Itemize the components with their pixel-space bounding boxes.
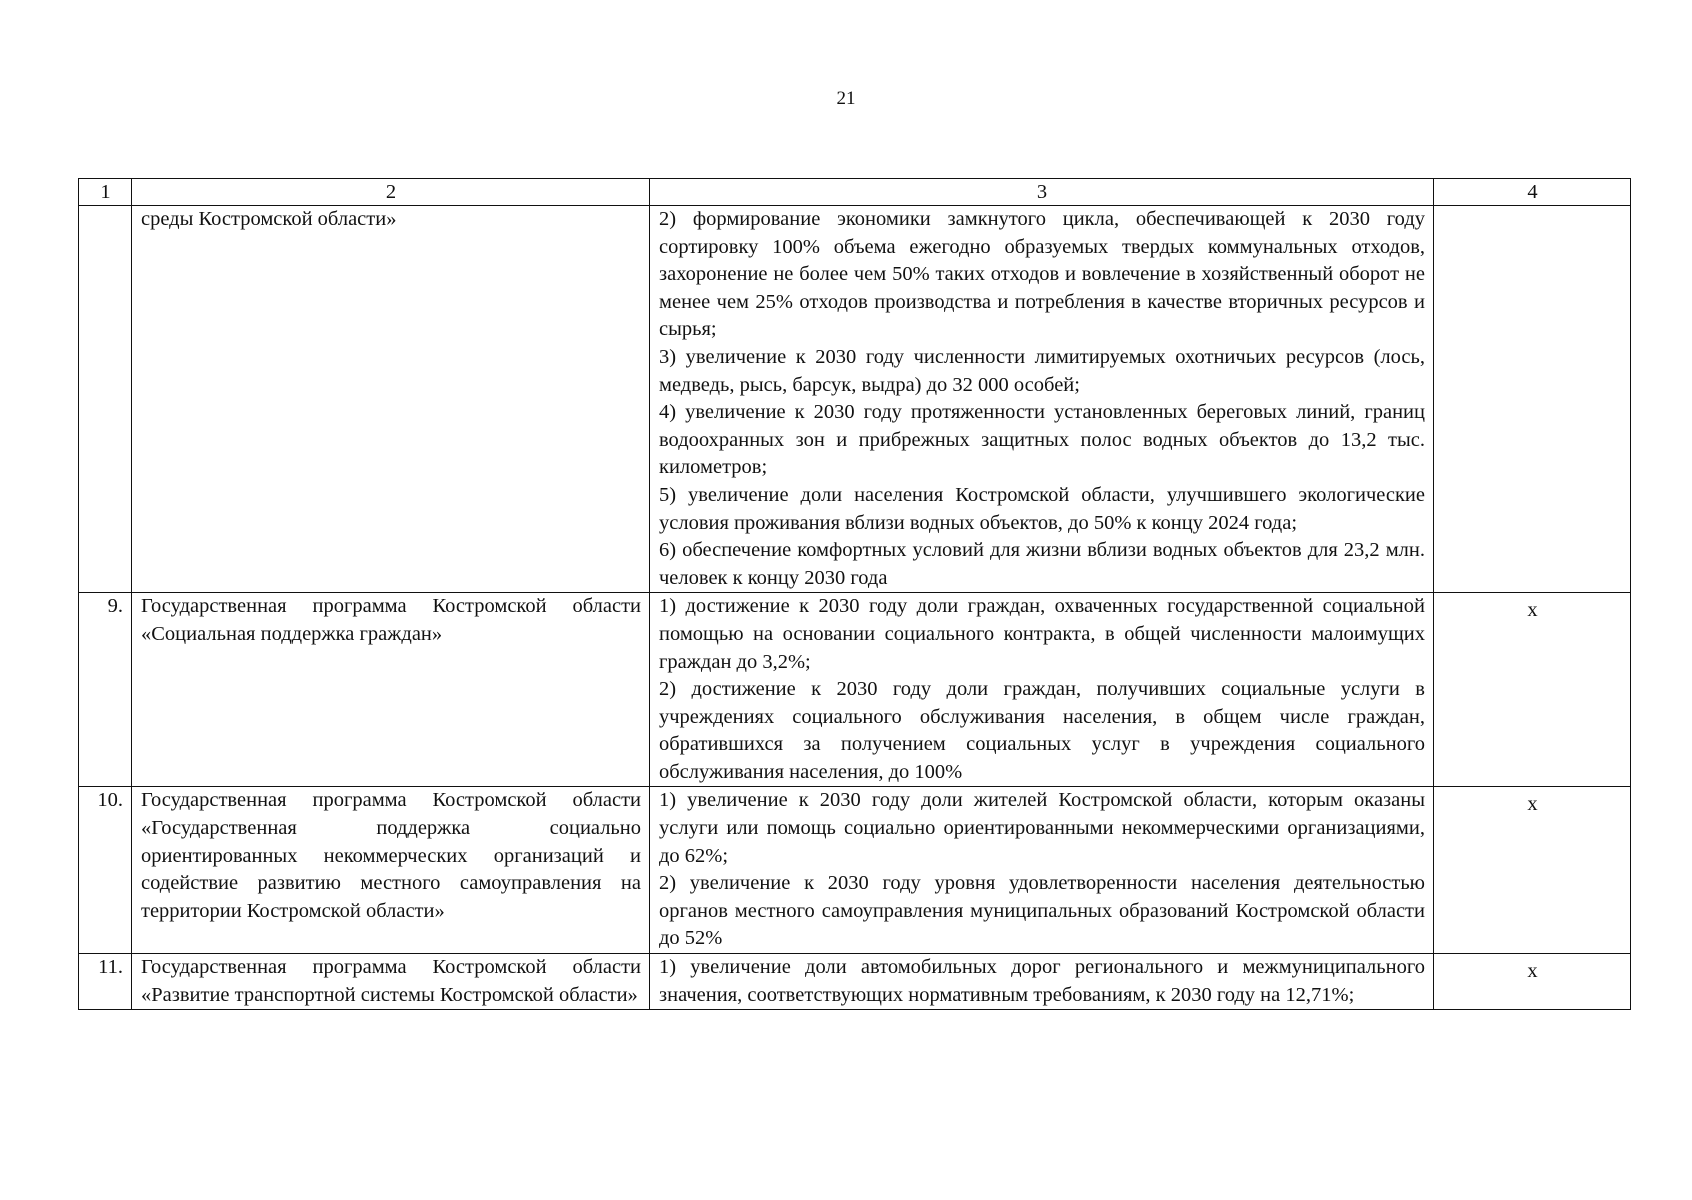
program-name: Государственная программа Костромской области «Развитие транспортной системы Костромской области» xyxy=(132,954,650,1010)
program-name: Государственная программа Костромской области «Социальная поддержка граждан» xyxy=(132,593,650,787)
table-row xyxy=(79,954,1631,1010)
goal-item: 1) увеличение к 2030 году доли жителей Костромской области, которым оказаны услуги или помощь социально ориентированными некоммерческими организациями, до 62%; xyxy=(659,789,1425,867)
mark-cell: х xyxy=(1434,954,1631,1010)
column-header-3: 3 xyxy=(650,179,1434,206)
mark-cell: х xyxy=(1434,593,1631,787)
page-number: 21 xyxy=(836,88,856,109)
goal-item: 3) увеличение к 2030 году численности лимитируемых охотничьих ресурсов (лось, медведь, рысь, барсук, выдра) до 32 000 особей; xyxy=(659,345,1425,396)
program-goals xyxy=(650,787,1434,954)
program-table xyxy=(78,178,1631,1010)
mark-cell: х xyxy=(1434,787,1631,954)
goal-item: 4) увеличение к 2030 году протяженности установленных береговых линий, границ водоохранных зон и прибрежных защитных полос водных объектов до 13,2 тыс. километров; xyxy=(659,401,1425,479)
program-name: среды Костромской области» xyxy=(132,206,650,593)
goal-item: 6) обеспечение комфортных условий для жизни вблизи водных объектов для 23,2 млн. человек к концу 2030 года xyxy=(659,539,1425,589)
goal-item: 2) достижение к 2030 году доли граждан, получивших социальные услуги в учреждениях социального обслуживания населения, в общем числе граждан, обратившихся за получением социальных услуг в учреждения социального обслуживания населения, до 100% xyxy=(659,678,1425,783)
goal-item: 1) достижение к 2030 году доли граждан, охваченных государственной социальной помощью на основании социального контракта, в общей численности малоимущих граждан до 3,2%; xyxy=(659,595,1425,673)
table-header-row xyxy=(79,179,1631,206)
goal-item: 2) увеличение к 2030 году уровня удовлетворенности населения деятельностью органов местного самоуправления муниципальных образований Костромской области до 52% xyxy=(659,872,1425,950)
program-goals xyxy=(650,206,1434,593)
row-number: 9. xyxy=(79,593,132,787)
column-header-1: 1 xyxy=(79,179,132,206)
goal-item: 1) увеличение доли автомобильных дорог регионального и межмуниципального значения, соответствующих нормативным требованиям, к 2030 году на 12,71%; xyxy=(659,956,1425,1006)
row-number: 11. xyxy=(79,954,132,1010)
mark-cell xyxy=(1434,206,1631,593)
column-header-4: 4 xyxy=(1434,179,1631,206)
table-row xyxy=(79,206,1631,593)
column-header-2: 2 xyxy=(132,179,650,206)
table-row xyxy=(79,593,1631,787)
program-name: Государственная программа Костромской области «Государственная поддержка социально ориентированных некоммерческих организаций и содействие развитию местного самоуправления на территории Костромской области» xyxy=(132,787,650,954)
table-row xyxy=(79,787,1631,954)
row-number xyxy=(79,206,132,593)
program-goals xyxy=(650,593,1434,787)
row-number: 10. xyxy=(79,787,132,954)
goal-item: 2) формирование экономики замкнутого цикла, обеспечивающей к 2030 году сортировку 100% объема ежегодно образуемых твердых коммунальных отходов, захоронение не более чем 50% таких отходов и вовлечение в хозяйственный оборот не менее чем 25% отходов производства и потребления в качестве вторичных ресурсов и сырья; xyxy=(659,208,1425,341)
program-goals xyxy=(650,954,1434,1010)
goal-item: 5) увеличение доли населения Костромской области, улучшившего экологические условия проживания вблизи водных объектов, до 50% к концу 2024 года; xyxy=(659,483,1425,534)
